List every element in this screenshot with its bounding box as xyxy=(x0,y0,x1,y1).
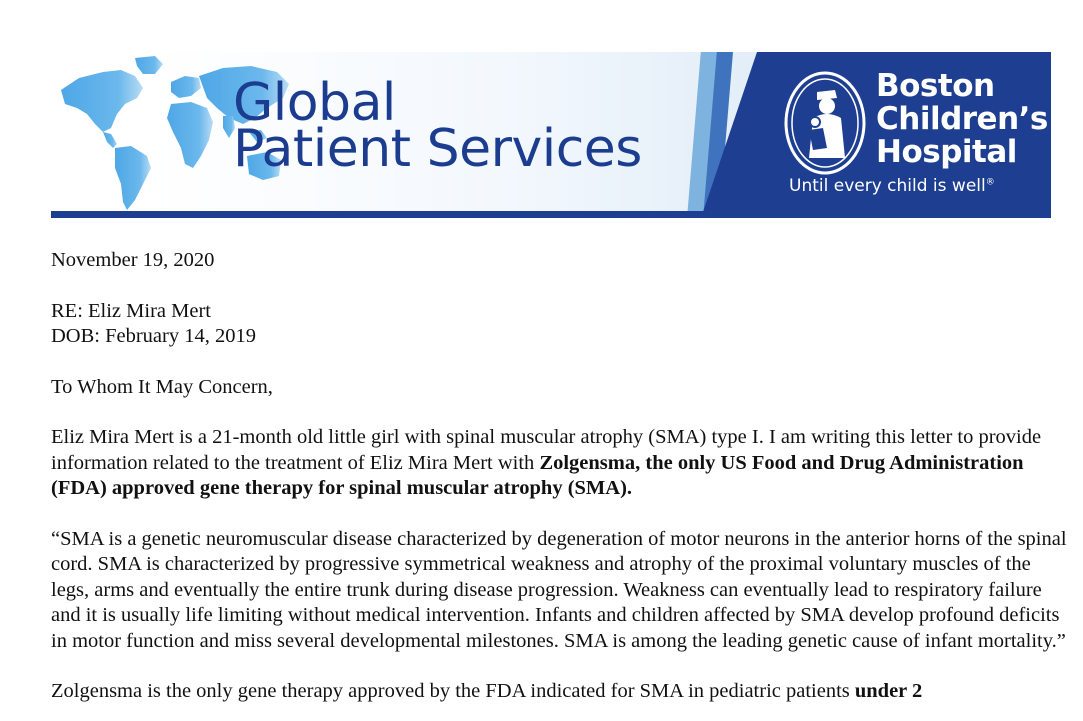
hospital-name-line-1: Boston xyxy=(876,68,995,104)
hospital-name-line-3: Hospital xyxy=(876,134,1017,170)
letter-date: November 19, 2020 xyxy=(51,249,215,271)
header-banner xyxy=(51,52,1051,218)
intro-bold-text: Zolgensma, the only US Food and Drug Administration (FDA) approved gene therapy for spinal muscular atrophy (SMA). xyxy=(51,451,1024,499)
re-line: RE: Eliz Mira Mert xyxy=(51,299,211,322)
intro-paragraph xyxy=(51,425,1071,502)
zolgensma-text: Zolgensma is the only gene therapy approved by the FDA indicated for SMA in pediatric patients xyxy=(51,680,855,702)
title-line-2: Patient Services xyxy=(233,119,642,179)
tagline-text: Until every child is well xyxy=(789,176,986,196)
global-patient-services-title xyxy=(233,73,642,179)
hospital-name xyxy=(876,70,1048,169)
dob-line: DOB: February 14, 2019 xyxy=(51,325,256,347)
hospital-tagline xyxy=(789,176,995,196)
title-line-1: Global xyxy=(233,73,396,133)
sma-description-paragraph: “SMA is a genetic neuromuscular disease characterized by degeneration of motor neurons in the anterior horns of the spinal cord. SMA is characterized by progressive symmetrical weakness and atrophy of the proximal voluntary muscles of the legs, arms and eventually the entire trunk during disease progression. Weakness can eventually lead to respiratory failure and it is usually life limiting without medical intervention. Infants and children affected by SMA develop profound deficits in motor function and miss several developmental milestones. SMA is among the leading genetic cause of infant mortality.” xyxy=(51,527,1067,652)
intro-text: Eliz Mira Mert is a 21-month old little girl with spinal muscular atrophy (SMA) type I. I am writing this letter to provide information related to the treatment of Eliz Mira Mert with xyxy=(51,426,1042,474)
salutation: To Whom It May Concern, xyxy=(51,375,273,398)
patient-reference xyxy=(51,299,1071,350)
tagline-registered-mark: ® xyxy=(985,177,995,188)
letter-body xyxy=(51,248,1071,705)
zolgensma-bold-text: under 2 xyxy=(854,680,923,702)
zolgensma-paragraph xyxy=(51,679,1071,705)
hospital-name-line-2: Children’s xyxy=(876,101,1048,137)
hospital-seal-icon xyxy=(783,70,867,176)
banner-underline xyxy=(51,211,1051,218)
